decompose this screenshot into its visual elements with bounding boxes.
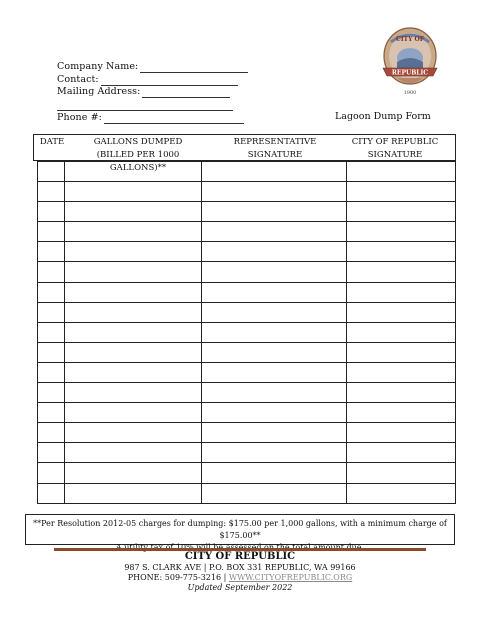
table-row	[38, 302, 456, 322]
representative-signature-cell[interactable]	[202, 242, 347, 262]
company-name-field[interactable]	[57, 60, 248, 73]
gallons-cell[interactable]	[65, 282, 202, 302]
table-row	[38, 282, 456, 302]
date-cell[interactable]	[38, 242, 65, 262]
representative-signature-cell[interactable]	[202, 282, 347, 302]
mailing-address-line[interactable]	[142, 88, 230, 98]
header-representative-signature: REPRESENTATIVE SIGNATURE	[233, 137, 317, 160]
mailing-address-label: Mailing Address:	[57, 86, 141, 98]
city-signature-cell[interactable]	[347, 483, 456, 503]
representative-signature-cell[interactable]	[202, 302, 347, 322]
svg-text:1900: 1900	[403, 90, 417, 96]
city-signature-cell[interactable]	[347, 302, 456, 322]
date-cell[interactable]	[38, 423, 65, 443]
footer-updated-date: Updated September 2022	[187, 583, 293, 592]
representative-signature-cell[interactable]	[202, 162, 347, 182]
date-cell[interactable]	[38, 322, 65, 342]
gallons-cell[interactable]	[65, 342, 202, 362]
contact-line[interactable]	[101, 76, 238, 86]
representative-signature-cell[interactable]	[202, 463, 347, 483]
footer-address: 987 S. CLARK AVE | P.O. BOX 331 REPUBLIC, WA 99166	[124, 563, 356, 572]
date-cell[interactable]	[38, 443, 65, 463]
representative-signature-cell[interactable]	[202, 383, 347, 403]
resolution-note-line1: **Per Resolution 2012-05 charges for dumping: $175.00 per 1,000 gallons, with a minimum charge of $175.00**	[33, 519, 447, 540]
city-signature-cell[interactable]	[347, 423, 456, 443]
date-cell[interactable]	[38, 202, 65, 222]
gallons-cell[interactable]	[65, 443, 202, 463]
city-signature-cell[interactable]	[347, 242, 456, 262]
city-signature-cell[interactable]	[347, 362, 456, 382]
header-city-signature: CITY OF REPUBLIC SIGNATURE	[351, 137, 439, 160]
svg-text:REPUBLIC: REPUBLIC	[391, 69, 429, 77]
representative-signature-cell[interactable]	[202, 262, 347, 282]
phone-label: Phone #:	[57, 111, 102, 123]
gallons-cell[interactable]	[65, 362, 202, 382]
address-continuation-line[interactable]	[57, 101, 233, 111]
company-info-fields	[57, 60, 248, 124]
header-gallons-dumped: GALLONS DUMPED (BILLED PER 1000 GALLONS)**	[93, 137, 183, 173]
date-cell[interactable]	[38, 222, 65, 242]
gallons-cell[interactable]	[65, 302, 202, 322]
city-signature-cell[interactable]	[347, 342, 456, 362]
city-seal-logo	[377, 24, 443, 98]
gallons-cell[interactable]	[65, 423, 202, 443]
header-date: DATE	[39, 137, 65, 147]
gallons-cell[interactable]	[65, 242, 202, 262]
representative-signature-cell[interactable]	[202, 342, 347, 362]
representative-signature-cell[interactable]	[202, 443, 347, 463]
representative-signature-cell[interactable]	[202, 423, 347, 443]
city-signature-cell[interactable]	[347, 222, 456, 242]
representative-signature-cell[interactable]	[202, 182, 347, 202]
gallons-cell[interactable]	[65, 182, 202, 202]
city-signature-cell[interactable]	[347, 202, 456, 222]
table-row	[38, 242, 456, 262]
table-row	[38, 403, 456, 423]
gallons-cell[interactable]	[65, 202, 202, 222]
gallons-cell[interactable]	[65, 383, 202, 403]
table-row	[38, 322, 456, 342]
city-signature-cell[interactable]	[347, 463, 456, 483]
gallons-cell[interactable]	[65, 322, 202, 342]
table-row	[38, 443, 456, 463]
gallons-cell[interactable]	[65, 403, 202, 423]
city-signature-cell[interactable]	[347, 182, 456, 202]
representative-signature-cell[interactable]	[202, 322, 347, 342]
table-header	[33, 134, 456, 173]
gallons-cell[interactable]	[65, 483, 202, 503]
footer-city-name: CITY OF REPUBLIC	[184, 551, 296, 562]
entry-table	[37, 161, 456, 504]
table-row	[38, 262, 456, 282]
representative-signature-cell[interactable]	[202, 202, 347, 222]
table-row	[38, 483, 456, 503]
date-cell[interactable]	[38, 282, 65, 302]
footer-website-link[interactable]: WWW.CITYOFREPUBLIC.ORG	[228, 573, 353, 582]
table-row	[38, 383, 456, 403]
date-cell[interactable]	[38, 182, 65, 202]
gallons-cell[interactable]	[65, 463, 202, 483]
mailing-address-field[interactable]	[57, 86, 248, 99]
table-row	[38, 202, 456, 222]
city-signature-cell[interactable]	[347, 443, 456, 463]
contact-field[interactable]	[57, 73, 248, 86]
table-row	[38, 463, 456, 483]
phone-line[interactable]	[104, 114, 244, 124]
date-cell[interactable]	[38, 262, 65, 282]
city-signature-cell[interactable]	[347, 322, 456, 342]
date-cell[interactable]	[38, 463, 65, 483]
gallons-cell[interactable]	[65, 222, 202, 242]
phone-field[interactable]	[57, 111, 248, 124]
company-name-label: Company Name:	[57, 60, 139, 72]
table-row	[38, 182, 456, 202]
address-continuation-field[interactable]	[57, 98, 248, 111]
table-row	[38, 162, 456, 182]
svg-text:CITY OF: CITY OF	[396, 36, 424, 43]
table-row	[38, 362, 456, 382]
date-cell[interactable]	[38, 383, 65, 403]
city-signature-cell[interactable]	[347, 282, 456, 302]
table-row	[38, 423, 456, 443]
contact-label: Contact:	[57, 73, 99, 85]
table-row	[38, 222, 456, 242]
date-cell[interactable]	[38, 302, 65, 322]
date-cell[interactable]	[38, 483, 65, 503]
representative-signature-cell[interactable]	[202, 483, 347, 503]
city-signature-cell[interactable]	[347, 162, 456, 182]
footer-contact	[0, 573, 480, 582]
city-signature-cell[interactable]	[347, 383, 456, 403]
date-cell[interactable]	[38, 403, 65, 423]
resolution-note	[25, 514, 455, 545]
representative-signature-cell[interactable]	[202, 403, 347, 423]
date-cell[interactable]	[38, 162, 65, 182]
date-cell[interactable]	[38, 342, 65, 362]
form-title: Lagoon Dump Form	[335, 111, 431, 122]
representative-signature-cell[interactable]	[202, 222, 347, 242]
gallons-cell[interactable]	[65, 262, 202, 282]
table-row	[38, 342, 456, 362]
gallons-cell[interactable]	[65, 162, 202, 182]
date-cell[interactable]	[38, 362, 65, 382]
company-name-line[interactable]	[140, 63, 248, 73]
representative-signature-cell[interactable]	[202, 362, 347, 382]
city-signature-cell[interactable]	[347, 403, 456, 423]
footer-phone: PHONE: 509-775-3216 |	[127, 573, 229, 582]
city-signature-cell[interactable]	[347, 262, 456, 282]
